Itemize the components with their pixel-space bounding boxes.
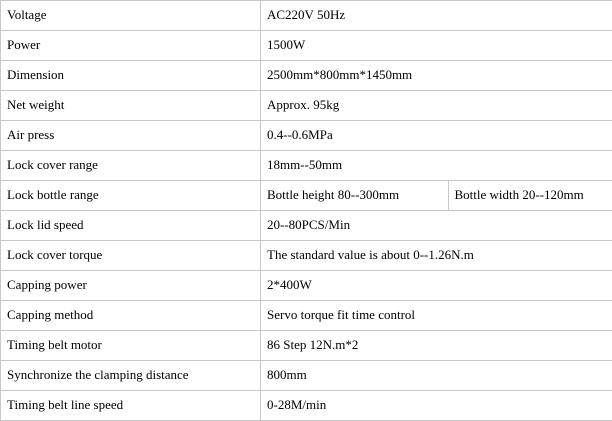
- spec-label: Timing belt line speed: [1, 391, 261, 421]
- spec-label: Lock cover torque: [1, 241, 261, 271]
- spec-label: Voltage: [1, 1, 261, 31]
- spec-value: 18mm--50mm: [261, 151, 612, 181]
- table-row: [1, 301, 612, 331]
- spec-label: Dimension: [1, 61, 261, 91]
- spec-label: Net weight: [1, 91, 261, 121]
- table-row: [1, 91, 612, 121]
- spec-label: Timing belt motor: [1, 331, 261, 361]
- spec-value: AC220V 50Hz: [261, 1, 612, 31]
- table-row: [1, 1, 612, 31]
- spec-value: The standard value is about 0--1.26N.m: [261, 241, 612, 271]
- spec-value: 2500mm*800mm*1450mm: [261, 61, 612, 91]
- spec-value: 86 Step 12N.m*2: [261, 331, 612, 361]
- spec-label: Air press: [1, 121, 261, 151]
- table-row: [1, 211, 612, 241]
- spec-value: Servo torque fit time control: [261, 301, 612, 331]
- spec-value: Approx. 95kg: [261, 91, 612, 121]
- spec-label: Capping power: [1, 271, 261, 301]
- spec-label: Lock lid speed: [1, 211, 261, 241]
- table-row: [1, 151, 612, 181]
- table-row: [1, 31, 612, 61]
- table-row: [1, 271, 612, 301]
- table-row: [1, 331, 612, 361]
- spec-value-primary: Bottle height 80--300mm: [261, 181, 449, 211]
- table-row: [1, 391, 612, 421]
- spec-label: Lock bottle range: [1, 181, 261, 211]
- spec-value: 20--80PCS/Min: [261, 211, 612, 241]
- spec-label: Capping method: [1, 301, 261, 331]
- table-row: [1, 361, 612, 391]
- spec-label: Lock cover range: [1, 151, 261, 181]
- spec-value: 800mm: [261, 361, 612, 391]
- table-row: [1, 61, 612, 91]
- table-row: [1, 241, 612, 271]
- spec-value: 1500W: [261, 31, 612, 61]
- table-row: [1, 181, 612, 211]
- spec-label: Synchronize the clamping distance: [1, 361, 261, 391]
- spec-value: 2*400W: [261, 271, 612, 301]
- table-row: [1, 121, 612, 151]
- spec-value: 0.4--0.6MPa: [261, 121, 612, 151]
- spec-value-secondary: Bottle width 20--120mm: [448, 181, 612, 211]
- spec-label: Power: [1, 31, 261, 61]
- specifications-table-body: [1, 1, 612, 421]
- spec-value: 0-28M/min: [261, 391, 612, 421]
